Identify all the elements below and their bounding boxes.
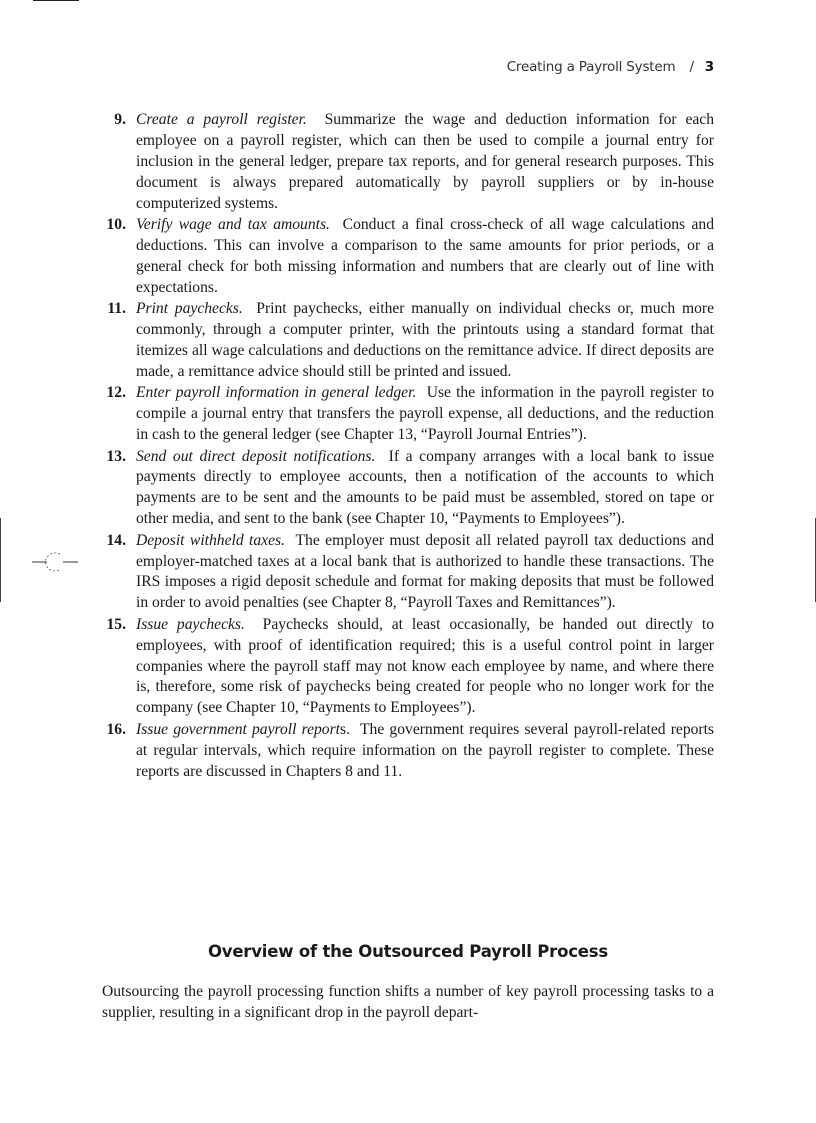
list-item-lead: Issue paychecks. <box>136 615 245 633</box>
list-item <box>102 215 714 299</box>
list-item <box>102 720 714 783</box>
list-item-lead: Enter payroll information in general ledger. <box>136 384 417 402</box>
list-item-number: 10. <box>106 216 126 234</box>
list-item <box>102 299 714 383</box>
list-item-number: 9. <box>114 111 126 128</box>
list-item-text: Conduct a final cross-check of all wage calculations and deductions. This can involve a comparison to the same amounts for prior periods, or a general check for both missing information and numbers that are clearly out of line with expectations. <box>136 216 714 296</box>
list-item-lead: Verify wage and tax amounts. <box>136 216 330 234</box>
list-item <box>102 531 714 615</box>
list-item-number: 16. <box>106 720 126 738</box>
list-item-text: Print paychecks, either manually on individual checks or, much more commonly, through a computer printer, with the printouts using a standard format that itemizes all wage calculations and deductions on the remittance advice. If direct deposits are made, a remittance advice should still be printed and issued. <box>136 300 714 380</box>
list-item-lead-tail: s. <box>340 720 350 738</box>
list-item-number: 13. <box>106 447 126 465</box>
list-item <box>102 383 714 446</box>
list-item-lead: Print paychecks. <box>136 300 243 318</box>
list-item-text: The government requires several payroll-related reports at regular intervals, which require information on the payroll register to complete. These reports are discussed in Chapters 8 and 11. <box>136 720 715 780</box>
list-item-number: 14. <box>106 531 126 549</box>
running-head <box>507 59 714 75</box>
list-item-number: 11. <box>107 300 126 318</box>
list-item-text: Paychecks should, at least occasionally, be handed out directly to employees, with proof of identification required; this is a useful control point in larger companies where the payroll staff may not know each employee by name, and where there is, therefore, some risk of paychecks being created for people who no longer work for the company (see Chapter 10, “Payments to Employees”). <box>136 615 714 717</box>
list-item-lead: Deposit withheld taxes. <box>136 531 285 549</box>
list-item-lead: Issue government payroll report <box>136 720 341 738</box>
registration-mark-icon <box>32 549 78 575</box>
list-item-lead: Send out direct deposit notifications. <box>136 447 376 465</box>
margin-rule-left <box>0 518 1 602</box>
list-item-text: If a company arranges with a local bank to issue payments directly to employee accounts, then a notification of the accounts to which payments are to be sent and the amounts to be paid must be assembled, stored on tape or other media, and sent to the bank (see Chapter 10, “Payments to Employees”). <box>136 447 715 528</box>
section-heading: Overview of the Outsourced Payroll Process <box>207 942 609 961</box>
list-item-lead: Create a payroll register. <box>136 111 307 128</box>
page-number: 3 <box>704 59 714 75</box>
body-paragraph: Outsourcing the payroll processing function shifts a number of key payroll processing tasks to a supplier, resulting in a significant drop in the payroll depart- <box>102 983 714 1021</box>
list-item <box>102 615 714 720</box>
list-item-text: Summarize the wage and deduction information for each employee on a payroll register, which can then be used to compile a journal entry for inclusion in the general ledger, prepare tax reports, and for general research purposes. This document is always prepared automatically by payroll suppliers or by in-house computerized systems. <box>136 111 715 212</box>
list-item-number: 12. <box>106 384 126 402</box>
crop-mark-top <box>33 0 79 1</box>
list-item-text: Use the information in the payroll register to compile a journal entry that transfers the payroll expense, all deductions, and the reduction in cash to the general ledger (see Chapter 13, “Payroll Journal Entries”). <box>136 384 714 444</box>
running-head-title: Creating a Payroll System <box>506 59 676 75</box>
list-item-number: 15. <box>106 615 126 633</box>
running-head-separator: / <box>689 59 694 75</box>
payroll-steps-list <box>102 110 714 783</box>
list-item <box>102 110 714 215</box>
list-item-text: The employer must deposit all related payroll tax deductions and employer-matched taxes at a local bank that is authorized to handle these transactions. The IRS imposes a rigid deposit schedule and format for making deposits that must be followed in order to avoid penalties (see Chapter 8, “Payroll Taxes and Remittances”). <box>136 531 715 612</box>
list-item <box>102 447 714 531</box>
